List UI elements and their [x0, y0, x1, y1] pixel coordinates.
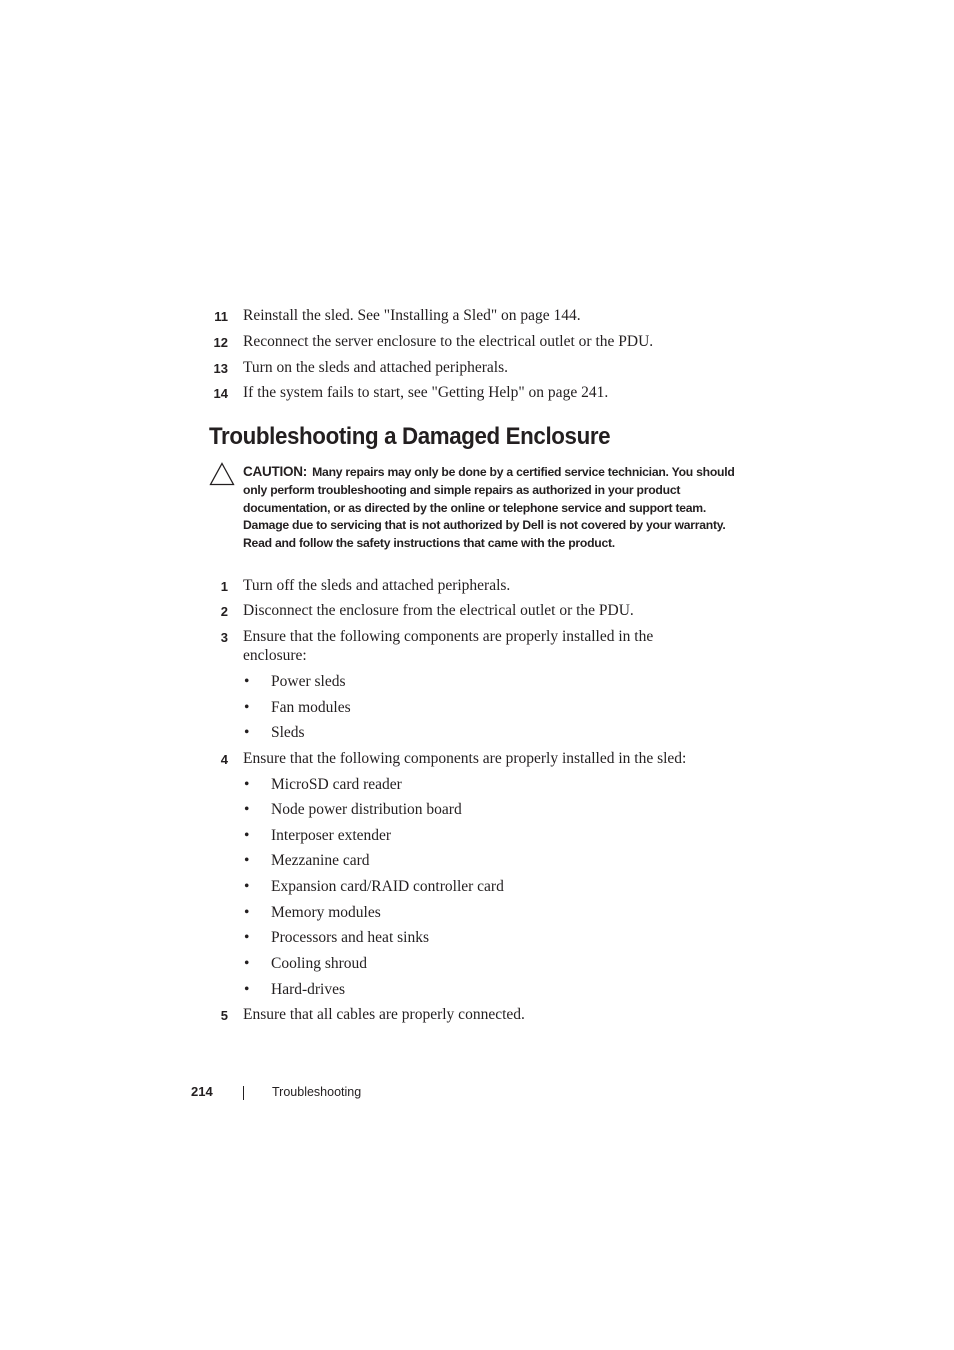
- bullet-icon: •: [244, 699, 250, 716]
- bullet-icon: •: [244, 724, 250, 741]
- page-number: 214: [191, 1084, 213, 1099]
- step-text: Ensure that all cables are properly connected.: [243, 1006, 525, 1023]
- step-text: Turn on the sleds and attached peripherals.: [243, 359, 509, 376]
- bullet-icon: •: [244, 904, 250, 921]
- step-text: Ensure that the following components are properly installed in the enclosure:: [243, 628, 654, 664]
- bullet-icon: •: [244, 673, 250, 690]
- step-number: 3: [220, 630, 228, 645]
- bullet-icon: •: [244, 981, 250, 998]
- bullet-text: Memory modules: [271, 904, 381, 921]
- step-text: Reinstall the sled. See "Installing a Sled" on page 144.: [243, 307, 581, 324]
- section-heading: Troubleshooting a Damaged Enclosure: [209, 423, 611, 450]
- bullet-text: Fan modules: [271, 699, 351, 716]
- footer-section-name: Troubleshooting: [272, 1085, 362, 1099]
- caution-label: CAUTION:: [243, 464, 307, 479]
- bullet-icon: •: [244, 929, 250, 946]
- step-text: Ensure that the following components are properly installed in the sled:: [243, 750, 687, 767]
- bullet-text: Expansion card/RAID controller card: [271, 878, 504, 895]
- step-number: 2: [220, 604, 228, 619]
- bullet-text: Power sleds: [271, 673, 346, 690]
- step-number: 11: [214, 309, 228, 324]
- bullet-text: Cooling shroud: [271, 955, 368, 972]
- bullet-text: Processors and heat sinks: [271, 929, 429, 946]
- footer-divider: [243, 1086, 244, 1100]
- bullet-icon: •: [244, 878, 250, 895]
- caution-icon: [209, 462, 235, 486]
- step-number: 5: [220, 1008, 228, 1023]
- bullet-text: Sleds: [271, 724, 305, 741]
- step-number: 1: [220, 579, 228, 594]
- bullet-icon: •: [244, 827, 250, 844]
- bullet-icon: •: [244, 776, 250, 793]
- bullet-icon: •: [244, 955, 250, 972]
- caution-notice: [243, 463, 743, 553]
- step-number: 4: [220, 752, 228, 767]
- step-text: Reconnect the server enclosure to the electrical outlet or the PDU.: [243, 333, 654, 350]
- step-number: 13: [213, 361, 228, 376]
- bullet-icon: •: [244, 801, 250, 818]
- bullet-text: MicroSD card reader: [271, 776, 402, 793]
- bullet-text: Hard-drives: [271, 981, 346, 998]
- bullet-text: Interposer extender: [271, 827, 392, 844]
- step-text: Turn off the sleds and attached peripherals.: [243, 577, 511, 594]
- bullet-text: Node power distribution board: [271, 801, 462, 818]
- step-number: 14: [213, 386, 228, 401]
- bullet-icon: •: [244, 852, 250, 869]
- step-number: 12: [213, 335, 228, 350]
- bullet-text: Mezzanine card: [271, 852, 370, 869]
- step-text: Disconnect the enclosure from the electrical outlet or the PDU.: [243, 602, 634, 619]
- step-text: If the system fails to start, see "Getting Help" on page 241.: [243, 384, 609, 401]
- caution-text: Many repairs may only be done by a certified service technician. You should only perform troubleshooting and simple repairs as authorized in your product documentation, or as directed by the online or telephone service and support team. Damage due to servicing that is not authorized by Dell is not covered by your warranty. Read and follow the safety instructions that came with the product.: [243, 465, 735, 551]
